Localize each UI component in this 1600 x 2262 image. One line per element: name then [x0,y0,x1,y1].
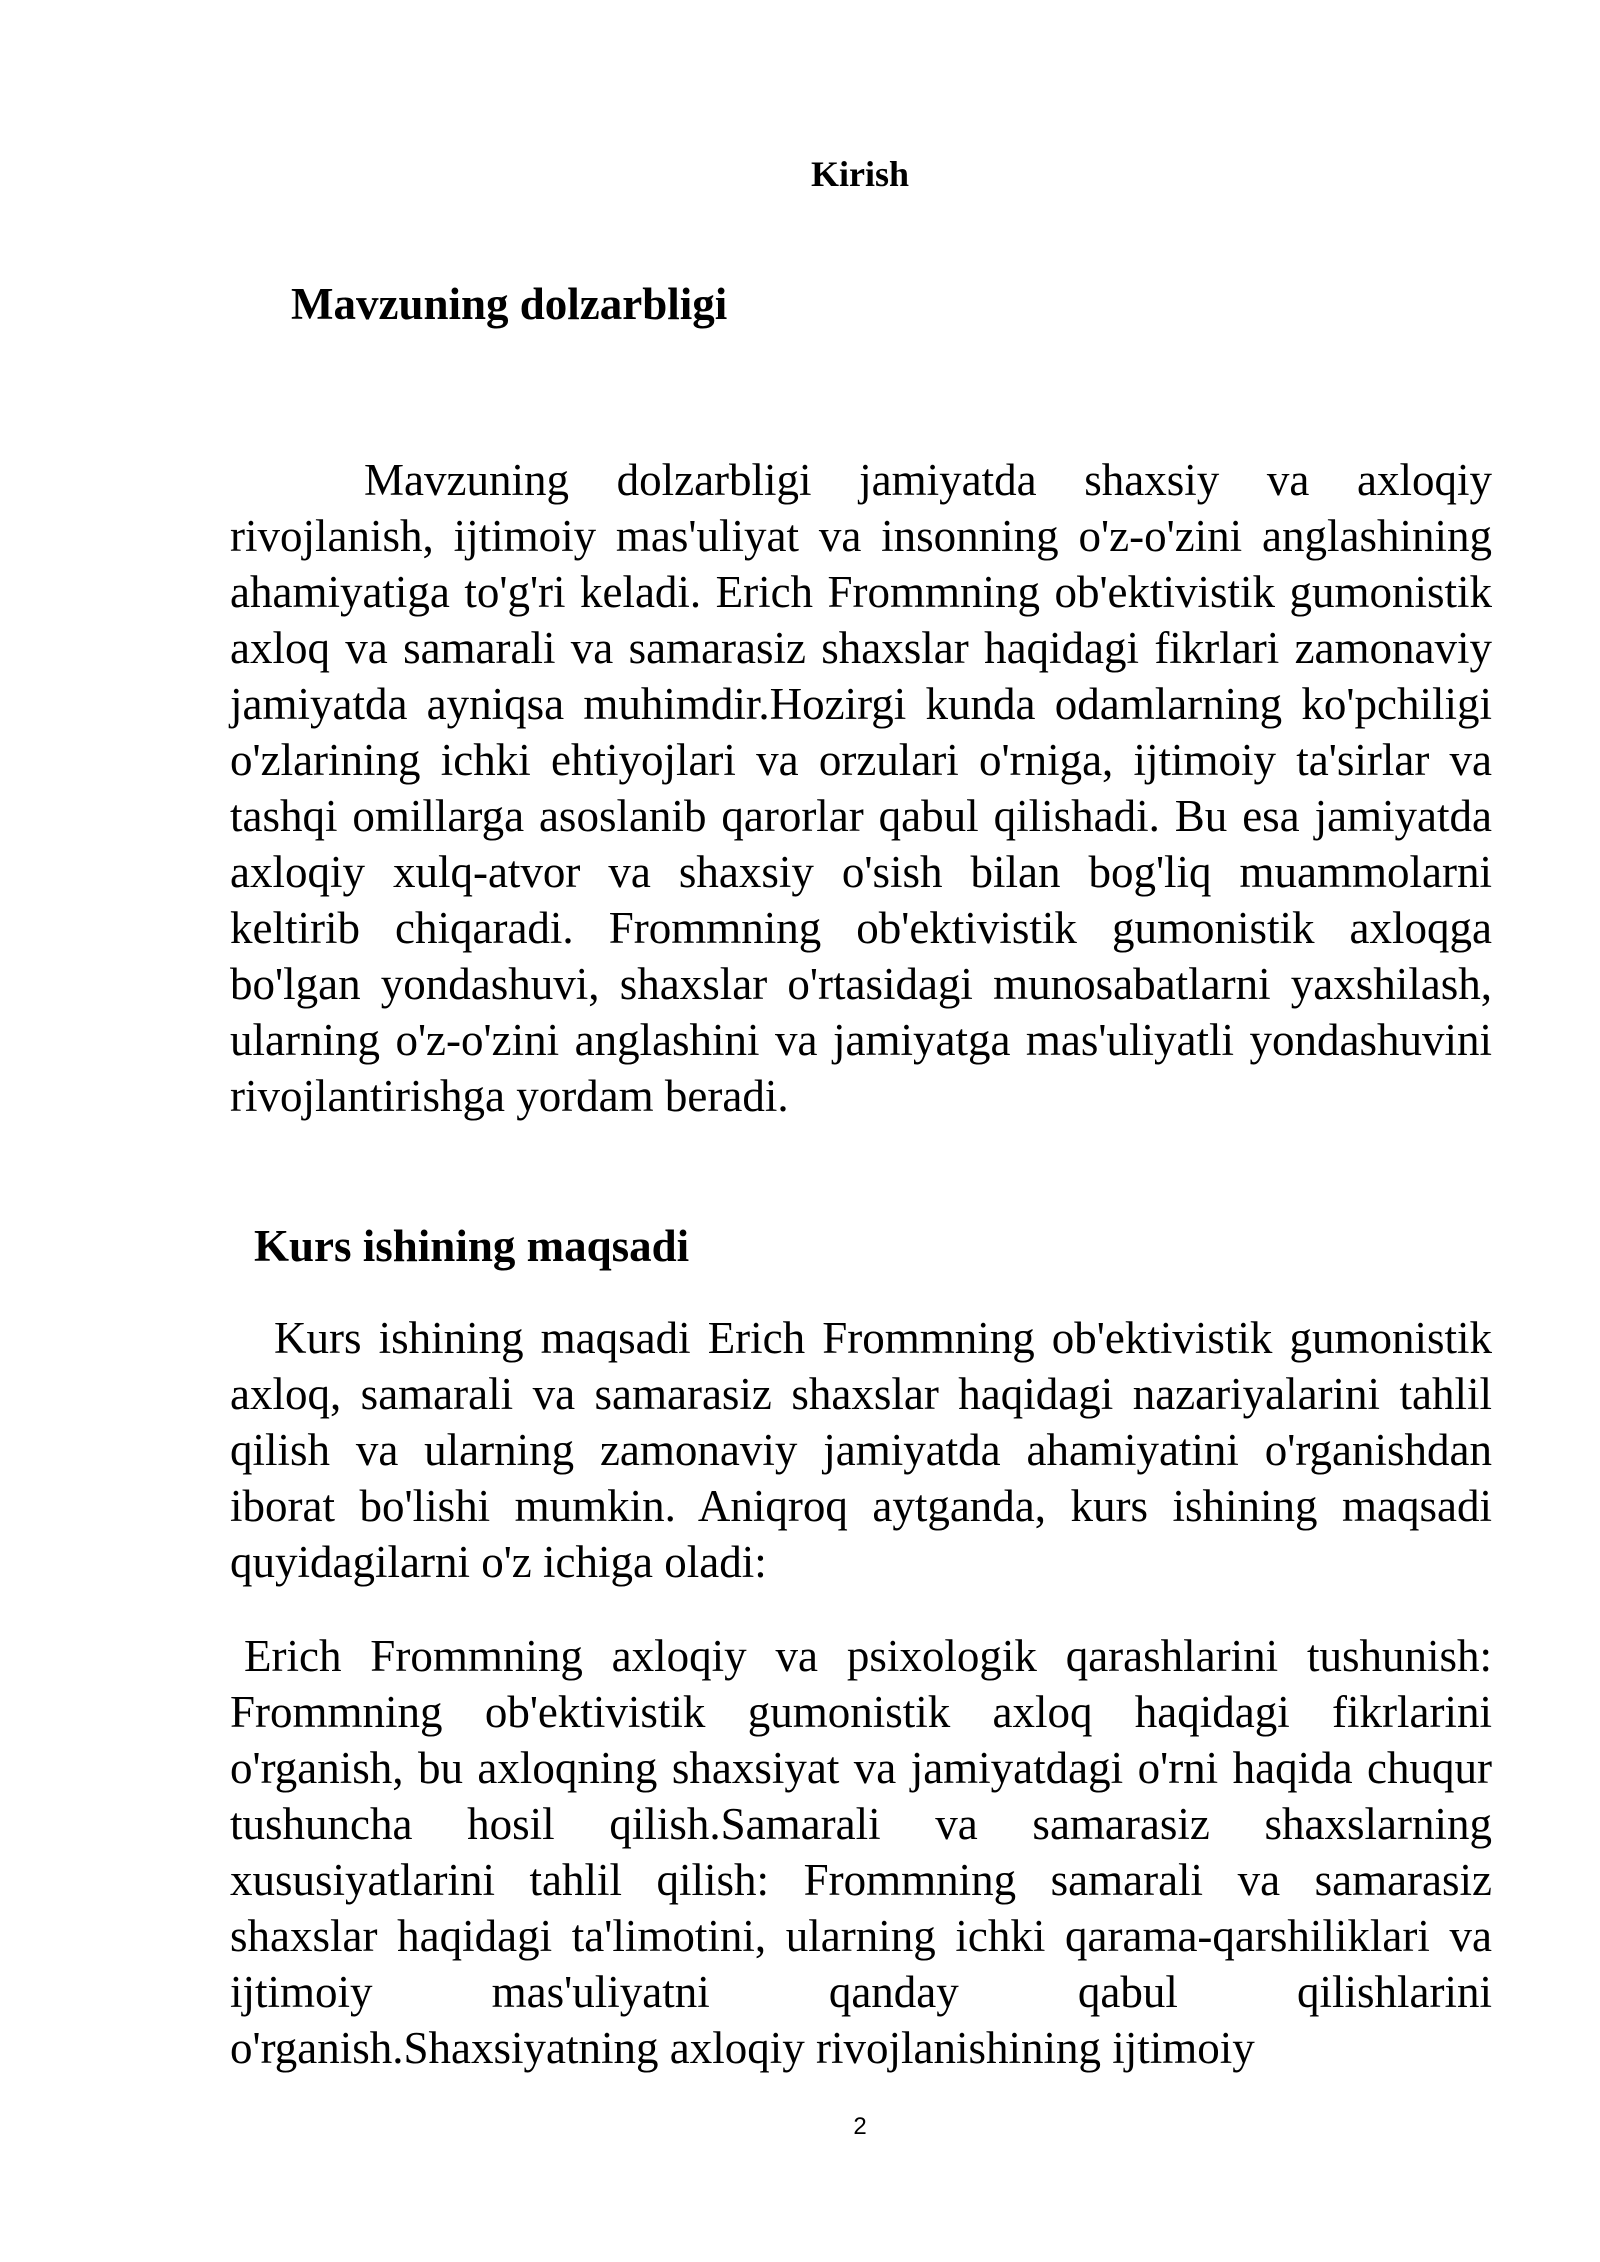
heading-relevance: Mavzuning dolzarbligi [291,279,728,329]
paragraph-relevance: Mavzuning dolzarbligi jamiyatda shaxsiy va axloqiy rivojlanish, ijtimoiy mas'uliyat va insonning o'z-o'zini anglashining ahamiyatiga to'g'ri keladi. Erich Frommning ob'ektivistik gumonistik axloq va samarali va samarasiz shaxslar haqidagi fikrlari zamonaviy jamiyatda ayniqsa muhimdir.Hozirgi kunda odamlarning ko'pchiligi o'zlarining ichki ehtiyojlari va orzulari o'rniga, ijtimoiy ta'sirlar va tashqi omillarga asoslanib qarorlar qabul qilishadi. Bu esa jamiyatda axloqiy xulq-atvor va shaxsiy o'sish bilan bog'liq muammolarni keltirib chiqaradi. Frommning ob'ektivistik gumonistik axloqga bo'lgan yondashuvi, shaxslar o'rtasidagi munosabatlarni yaxshilash, ularning o'z-o'zini anglashini va jamiyatga mas'uliyatli yondashuvini rivojlantirishga yordam beradi. [230,455,1492,1121]
heading-goal: Kurs ishining maqsadi [254,1221,690,1271]
paragraph-details: Erich Frommning axloqiy va psixologik qarashlarini tushunish: Frommning ob'ektivistik gumonistik axloq haqidagi fikrlarini o'rganish, bu axloqning shaxsiyat va jamiyatdagi o'rni haqida chuqur tushuncha hosil qilish.Samarali va samarasiz shaxslarning xususiyatlarini tahlil qilish: Frommning samarali va samarasiz shaxslar haqidagi ta'limotini, ularning ichki qarama-qarshiliklari va ijtimoiy mas'uliyatni qanday qabul qilishlarini o'rganish.Shaxsiyatning axloqiy rivojlanishining ijtimoiy [230,1631,1492,2073]
page-number: 2 [853,2113,867,2140]
paragraph-goal: Kurs ishining maqsadi Erich Frommning ob'ektivistik gumonistik axloq, samarali va samarasiz shaxslar haqidagi nazariyalarini tahlil qilish va ularning zamonaviy jamiyatda ahamiyatini o'rganishdan iborat bo'lishi mumkin. Aniqroq aytganda, kurs ishining maqsadi quyidagilarni o'z ichiga oladi: [230,1313,1492,1587]
section-title [0,152,1600,196]
section-title-text: Kirish [810,154,909,194]
